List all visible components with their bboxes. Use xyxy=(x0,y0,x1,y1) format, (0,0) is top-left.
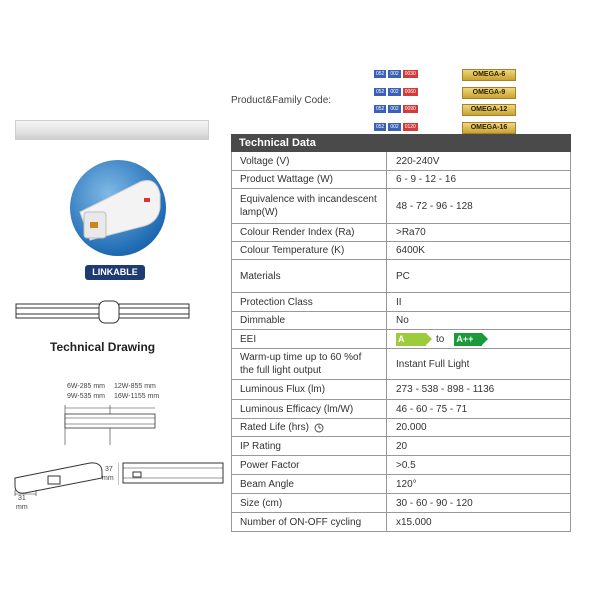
table-row xyxy=(231,189,571,224)
eei-badge-a: A xyxy=(396,333,426,346)
row-value: x15.000 xyxy=(396,516,432,528)
code-chip: 0090 xyxy=(404,106,416,112)
product-code-row xyxy=(374,88,418,96)
row-label: Voltage (V) xyxy=(232,152,387,170)
row-value: 20 xyxy=(396,440,408,452)
row-label: Protection Class xyxy=(232,293,387,311)
row-value: >Ra70 xyxy=(396,227,426,238)
table-row xyxy=(231,171,571,189)
tube-end-icon xyxy=(70,160,166,256)
table-row xyxy=(231,224,571,242)
row-value: >0.5 xyxy=(396,459,416,471)
table-row xyxy=(231,152,571,171)
row-value: 6400K xyxy=(396,245,425,256)
clock-icon xyxy=(314,423,324,433)
product-family-code-label: Product&Family Code: xyxy=(231,95,332,106)
row-label: EEI xyxy=(232,330,387,348)
table-row xyxy=(231,437,571,456)
family-badge: OMEGA-12 xyxy=(462,104,516,116)
row-label: Warm-up time up to 60 %of the full light output xyxy=(232,349,387,379)
code-chip: 002 xyxy=(390,71,399,77)
code-chip: 0120 xyxy=(404,124,416,130)
row-value: II xyxy=(396,296,402,308)
table-row xyxy=(231,293,571,312)
row-value: 46 - 60 - 75 - 71 xyxy=(396,403,468,415)
eei-badge-a-plus-plus: A++ xyxy=(454,333,482,346)
table-row xyxy=(231,475,571,494)
code-chip: 002 xyxy=(390,89,399,95)
row-label: Power Factor xyxy=(232,456,387,474)
table-row xyxy=(231,260,571,293)
row-value: 6 - 9 - 12 - 16 xyxy=(396,174,457,185)
table-row xyxy=(231,400,571,419)
height-unit: mm xyxy=(102,475,114,482)
table-row xyxy=(231,330,571,349)
row-value: 273 - 538 - 898 - 1136 xyxy=(396,384,495,395)
code-chip: 002 xyxy=(390,106,399,112)
row-value: No xyxy=(396,315,409,326)
row-label: Colour Temperature (K) xyxy=(232,242,387,259)
dimension-label: 12W-855 mm xyxy=(114,383,156,390)
row-label: Equivalence with incandescent lamp(W) xyxy=(232,189,387,223)
row-label: Luminous Flux (lm) xyxy=(232,380,387,399)
code-chip: 0060 xyxy=(404,89,416,95)
row-label-text: Rated Life (hrs) xyxy=(240,422,309,433)
tube-closeup-image xyxy=(70,160,166,256)
technical-drawing-title: Technical Drawing xyxy=(50,340,156,354)
linkable-badge: LINKABLE xyxy=(85,265,145,280)
table-row xyxy=(231,312,571,330)
product-code-row xyxy=(374,70,418,78)
row-label: Luminous Efficacy (lm/W) xyxy=(232,400,387,418)
table-row xyxy=(231,419,571,437)
family-badge: OMEGA-9 xyxy=(462,87,516,99)
row-label: Size (cm) xyxy=(232,494,387,512)
code-chip: 052 xyxy=(376,89,385,95)
row-label: Product Wattage (W) xyxy=(232,171,387,188)
table-row xyxy=(231,513,571,532)
row-value: 120° xyxy=(396,478,417,490)
table-row xyxy=(231,456,571,475)
row-value: 30 - 60 - 90 - 120 xyxy=(396,497,473,509)
family-badge: OMEGA-16 xyxy=(462,122,516,134)
dimension-label: 9W-535 mm xyxy=(67,393,105,400)
row-value: 48 - 72 - 96 - 128 xyxy=(396,200,473,212)
row-label: Beam Angle xyxy=(232,475,387,493)
row-label: Materials xyxy=(232,260,387,292)
technical-data-table xyxy=(231,134,571,532)
row-value: Instant Full Light xyxy=(396,358,470,370)
code-chip: 052 xyxy=(376,71,385,77)
row-label: Number of ON-OFF cycling xyxy=(232,513,387,531)
height-dimension: 37 xyxy=(105,466,113,473)
table-title: Technical Data xyxy=(231,134,571,152)
side-profile-drawing xyxy=(10,458,110,498)
row-label: IP Rating xyxy=(232,437,387,455)
table-row xyxy=(231,349,571,380)
row-value: 220-240V xyxy=(396,155,440,167)
dimension-label: 6W-285 mm xyxy=(67,383,105,390)
row-label: Colour Render Index (Ra) xyxy=(232,224,387,241)
front-view-drawing xyxy=(118,460,228,488)
eei-to-text: to xyxy=(436,333,445,345)
dimension-drawing xyxy=(60,400,160,450)
code-chip: 052 xyxy=(376,106,385,112)
table-row xyxy=(231,242,571,260)
family-badge: OMEGA-6 xyxy=(462,69,516,81)
row-label: Dimmable xyxy=(232,312,387,329)
table-row xyxy=(231,380,571,400)
code-chip: 002 xyxy=(390,124,399,130)
code-chip: 0030 xyxy=(404,71,416,77)
row-label xyxy=(232,419,387,436)
code-chip: 052 xyxy=(376,124,385,130)
width-unit: mm xyxy=(16,504,28,511)
eei-value xyxy=(387,330,570,348)
table-row xyxy=(231,494,571,513)
product-code-row xyxy=(374,105,418,113)
product-code-row xyxy=(374,123,418,131)
row-value: PC xyxy=(396,270,410,282)
row-value: 20.000 xyxy=(396,422,427,433)
width-dimension: 31 xyxy=(18,495,26,502)
linked-tubes-drawing xyxy=(15,298,190,328)
tube-photo xyxy=(15,120,209,140)
dimension-label: 16W-1155 mm xyxy=(114,393,160,400)
